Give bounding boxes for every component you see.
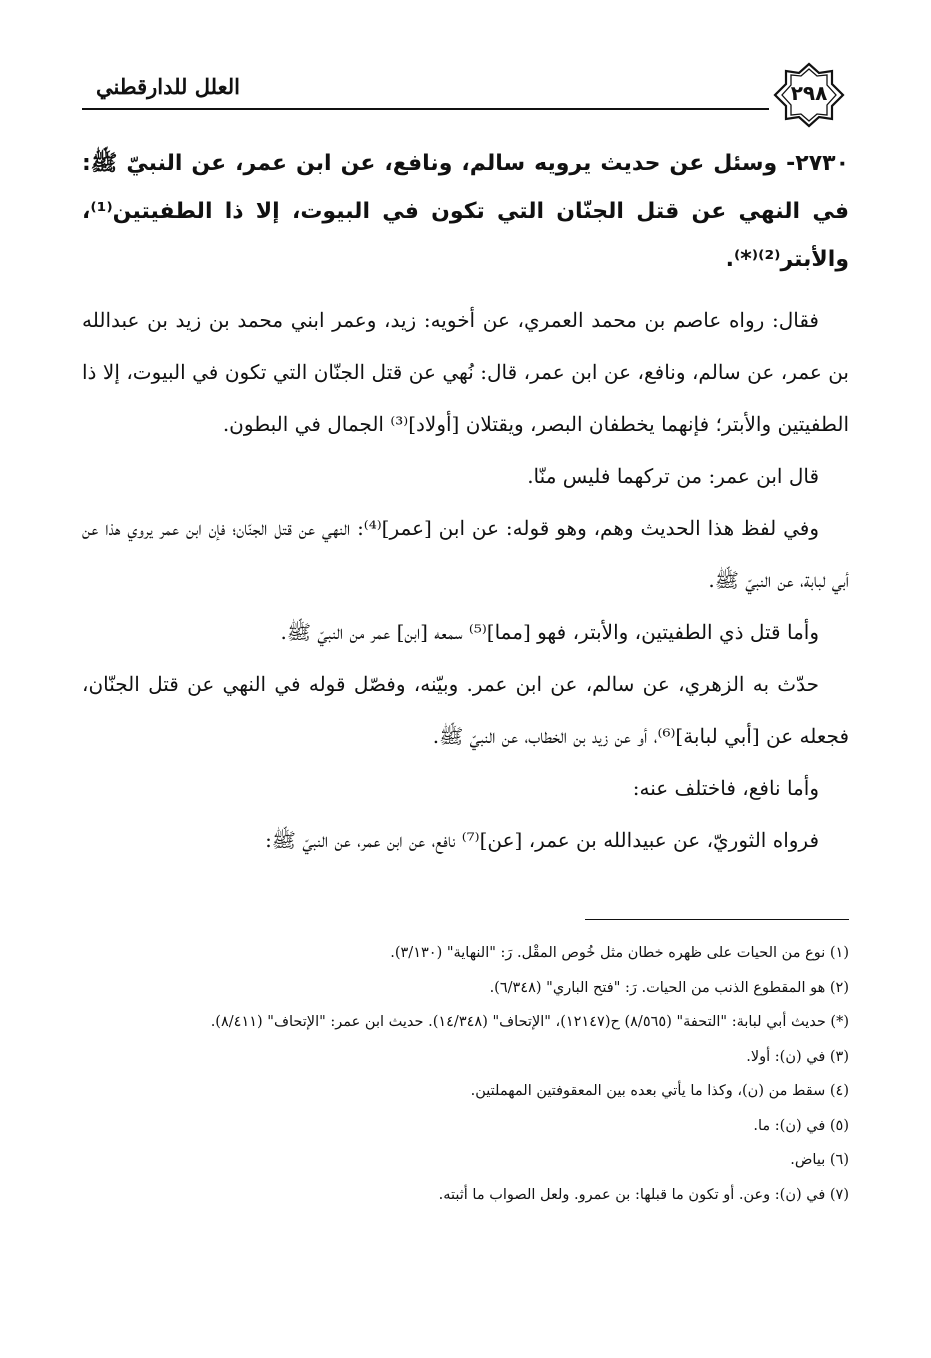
footnote: (٥) في (ن): ما. — [753, 1117, 849, 1134]
header-rule — [82, 108, 849, 110]
footnote: (٧) في (ن): وعن. أو تكون ما قبلها: بن عمرو. ولعل الصواب ما أثبته. — [438, 1186, 849, 1203]
footnote: (٢) هو المقطوع الذنب من الحيات. رَ: "فتح الباري" (٦/٣٤٨). — [489, 979, 849, 996]
footnote: (٤) سقط من (ن)، وكذا ما يأتي بعده بين المعقوفتين المهملتين. — [470, 1083, 849, 1099]
footnotes — [82, 936, 849, 1212]
main-text — [82, 140, 849, 866]
running-header — [82, 66, 849, 128]
paragraph: حدّث به الزهري، عن سالم، عن ابن عمر. وبيّنه، وفصّل قوله في النهي عن قتل الجنّان، فجعله عن [أبي لبابة]⁽⁶⁾، أو عن زيد بن الخطاب، عن النبيّ ﷺ. — [82, 672, 849, 748]
paragraph: وفي لفظ هذا الحديث وهم، وهو قوله: عن ابن [عمر]⁽⁴⁾: النهي عن قتل الجنّان؛ فإن ابن عمر يروي هذا عن أبي لبابة، عن النبيّ ﷺ. — [82, 516, 849, 592]
question-heading: ٢٧٣٠- وسئل عن حديث يرويه سالم، ونافع، عن ابن عمر، عن النبيّ ﷺ: في النهي عن قتل الجنّان التي تكون في البيوت، إلا ذا الطفيتين⁽¹⁾، والأبتر⁽²⁾⁽*⁾. — [82, 151, 849, 272]
paragraph: فرواه الثوريّ، عن عبيدالله بن عمر، [عن]⁽⁷⁾ نافع، عن ابن عمر، عن النبيّ ﷺ: — [265, 828, 819, 852]
footnote: (٣) في (ن): أولا. — [746, 1048, 849, 1065]
paragraph: وأما قتل ذي الطفيتين، والأبتر، فهو [مما]⁽⁵⁾ سمعه [ابن] عمر من النبيّ ﷺ. — [280, 620, 819, 644]
page-number: ٢٩٨ — [790, 81, 828, 105]
footnote-separator — [585, 919, 849, 920]
paragraph: قال ابن عمر: من تركهما فليس منّا. — [527, 464, 819, 488]
footnote: (١) نوع من الحيات على ظهره خطان مثل خُوص المقْل. رَ: "النهاية" (٣/١٣٠). — [390, 945, 849, 961]
paragraph: فقال: رواه عاصم بن محمد العمري، عن أخويه: زيد، وعمر ابني محمد بن زيد بن عبدالله بن عمر، عن سالم، ونافع، عن ابن عمر، قال: نُهي عن قتل الجنّان التي تكون في البيوت، إلا ذا الطفيتين والأبتر؛ فإنهما يخطفان البصر، ويقتلان [أولاد]⁽³⁾ الجمال في البطون. — [82, 308, 849, 436]
footnote: (*) حديث أبي لبابة: "التحفة" (٨/٥٦٥) ح(١٢١٤٧)، "الإتحاف" (١٤/٣٤٨). حديث ابن عمر: "الإتحاف" (٨/٤١١). — [210, 1014, 849, 1030]
book-title: العلل للدارقطني — [90, 74, 246, 99]
footnote: (٦) بياض. — [790, 1152, 849, 1168]
page-number-badge — [769, 62, 849, 128]
paragraph: وأما نافع، فاختلف عنه: — [632, 776, 819, 800]
